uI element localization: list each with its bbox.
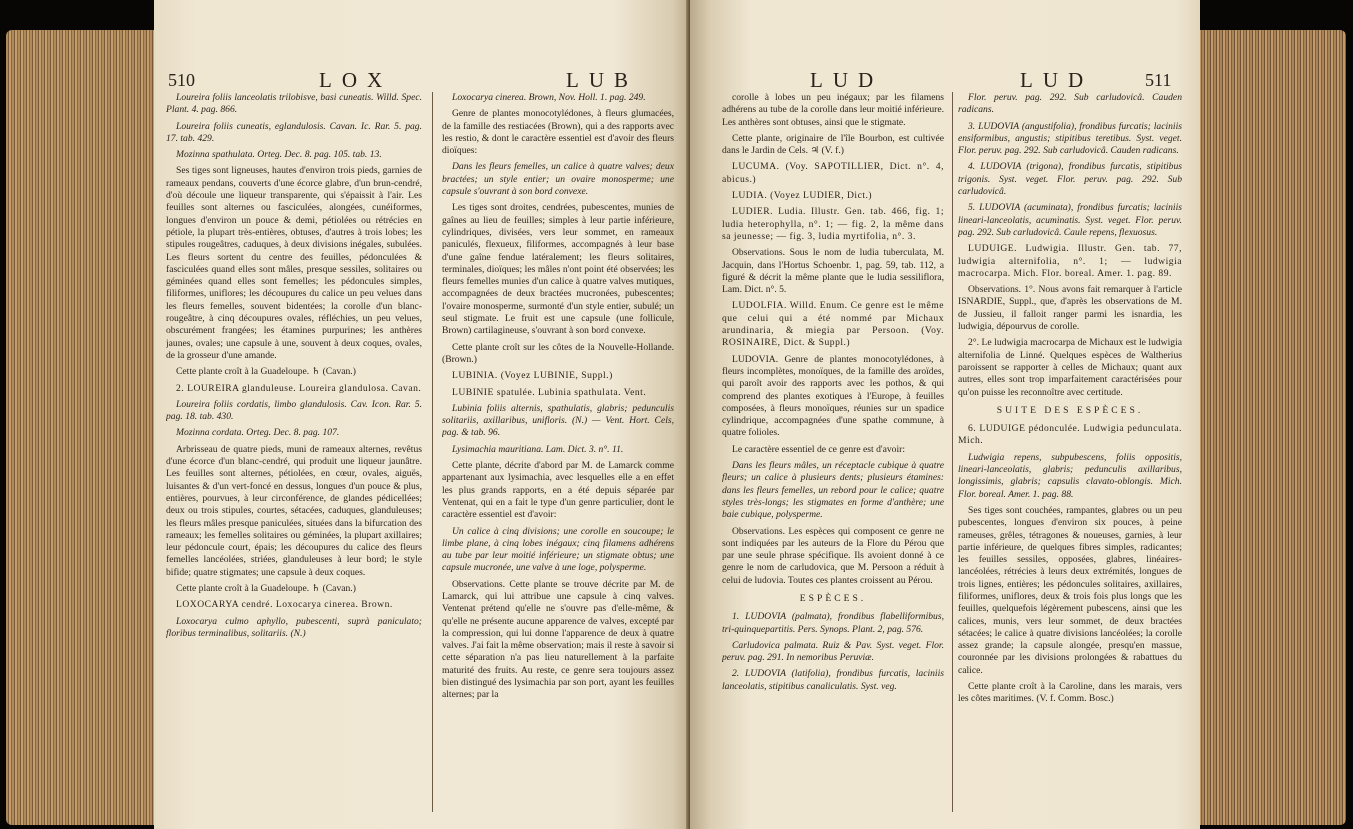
paragraph: Les tiges sont droites, cendrées, pubescentes, munies de gaînes au lieu de feuilles; simples à leur partie inférieure, cylindriques, divisées, vers leur sommet, en rameaux paniculés, flexueux, filiformes, accompagnés à leur base d'une gaîne fendue latéralement; les fleurs solitaires, terminales, dioïques; les mâles n'ont point été observées; les fleurs femelles munies d'un calice à quatre valves mutiques, accompagnées de deux bractées mucronées, pubescentes; l'ovaire monosperme, surmonté d'un style entier, subulé; un seul stigmate. Le fruit est une capsule (une follicule, Brown) cartilagineuse, s'ouvrant à son bord convexe. bbox=[442, 202, 674, 337]
paragraph: Loureira foliis cuneatis, eglandulosis. Cavan. Ic. Rar. 5. pag. 17. tab. 429. bbox=[166, 120, 422, 144]
paragraph: 3. LUDOVIA (angustifolia), frondibus furcatis; laciniis ensiformibus, angustis; stipitibus teretibus. Syst. veget. Flor. peruv. pag. 292. Sub carludovicâ. Cauden radicans. bbox=[958, 120, 1182, 157]
paragraph: Observations. Sous le nom de ludia tuberculata, M. Jacquin, dans l'Hortus Schoenbr. 1, pag. 59, tab. 112, a figuré & décrit la même plante que le ludia sessiliflora, Lam. Dict. n°. 5. bbox=[722, 247, 944, 296]
right-column-2 bbox=[958, 92, 1182, 817]
paragraph: LUCUMA. (Voy. SAPOTILLIER, Dict. n°. 4, abicus.) bbox=[722, 161, 944, 185]
column-rule bbox=[952, 92, 953, 812]
paragraph: Loxocarya cinerea. Brown, Nov. Holl. 1. pag. 249. bbox=[452, 92, 646, 103]
section-heading: ESPÈCES. bbox=[799, 592, 867, 604]
paragraph: Cette plante croît à la Guadeloupe. ♄ (Cavan.) bbox=[176, 582, 356, 594]
paragraph: Ses tiges sont ligneuses, hautes d'environ trois pieds, garnies de rameaux pendans, couverts d'une écorce glabre, d'un brun-cendré, d'où découle une liqueur transparente, qui s'épaissit à l'air. Les feuilles sont alternes ou fasciculées, alongées, cunéiformes, longues d'environ un pouce & demi, pétiolées ou rétrécies en pétiole, la plupart très-entières, obtuses, d'autres à trois lobes; les stipules rougeâtres, caduques, à deux divisions inégales, subulées. Les fleurs sortent du centre des feuilles, pédonculées & fasciculées quand elles sont mâles, presque sessiles, solitaires ou géminées quand elles sont femelles; les pédoncules simples, filiformes, uniflores; les découpures du calice un peu velues dans les fleurs femelles, souvent bidentées; la corolle d'un blanc-rougeâtre, à cinq découpures ovales, réfléchies, un peu velues, obscurément frangées; les étamines purpurines; les anthères jaunes, ovales; une capsule à une, souvent à deux coques, ovales, de la grosseur d'une amande. bbox=[166, 165, 422, 361]
paragraph: Loureira foliis lanceolatis trilobisve, basi cuneatis. Willd. Spec. Plant. 4. pag. 866. bbox=[166, 92, 422, 116]
right-column-1 bbox=[722, 92, 944, 817]
paragraph: Mozinna cordata. Orteg. Dec. 8. pag. 107. bbox=[176, 427, 340, 439]
right-folio: 511 bbox=[1145, 70, 1172, 90]
column-rule bbox=[432, 92, 433, 812]
right-running-head-2: LUD bbox=[1020, 68, 1094, 92]
paragraph: 2. LOUREIRA glanduleuse. Loureira glandulosa. Cavan. bbox=[176, 382, 422, 394]
left-column-1 bbox=[166, 92, 422, 817]
right-page-edges bbox=[1196, 30, 1346, 825]
paragraph: Carludovica palmata. Ruiz & Pav. Syst. veget. Flor. peruv. pag. 291. In nemoribus Peruviæ. bbox=[722, 639, 944, 664]
paragraph: Lysimachia mauritiana. Lam. Dict. 3. n°. 11. bbox=[452, 443, 624, 455]
left-folio: 510 bbox=[168, 70, 195, 90]
paragraph: Cette plante, originaire de l'île Bourbon, est cultivée dans le Jardin de Cels. ♃ (V. f.) bbox=[722, 132, 944, 157]
right-running-head-1: LUD bbox=[810, 68, 884, 92]
paragraph: Genre de plantes monocotylédones, à fleurs glumacées, de la famille des restiacées (Brown), qui a des rapports avec les restio, & dont le caractère essentiel est d'avoir des fleurs dioïques: bbox=[442, 108, 674, 157]
left-page bbox=[154, 0, 694, 829]
paragraph: Ses tiges sont couchées, rampantes, glabres ou un peu pubescentes, longues d'environ six pouces, à peine rameuses, grêles, tétragones & noueuses, garnies, à leur partie inférieure, de quelques fibres simples, radicantes; les feuilles sessiles, opposées, glabres, linéaires-lancéolées, rétrécies à leurs deux extrémités, longues de trois lignes, entières; les pédoncules solitaires, axillaires, filiformes, uniflores, deux & trois fois plus longs que les feuilles, quelquefois légèrement pubescens, ainsi que les calices, munis, vers leur sommet, de deux bractées sétacées; le calice à quatre divisions lancéolées; la corolle assez grande; la capsule alongée, presqu'en massue, couronnée par les divisions prolongées & rabattues du calice. bbox=[958, 504, 1182, 676]
paragraph: LUBINIE spatulée. Lubinia spathulata. Vent. bbox=[452, 386, 647, 398]
paragraph: 5. LUDOVIA (acuminata), frondibus furcatis; laciniis lineari-lanceolatis, acuminatis. Syst. veget. Flor. peruv. pag. 292. Sub carludovicâ. Caule repens, flexuosus. bbox=[958, 202, 1182, 238]
paragraph: Flor. peruv. pag. 292. Sub carludovicâ. Cauden radicans. bbox=[958, 92, 1182, 116]
paragraph: 1. LUDOVIA (palmata), frondibus flabelliformibus, tri-quinquepartitis. Pers. Synops. Plant. 2, pag. 576. bbox=[722, 611, 944, 635]
paragraph: Cette plante croît à la Caroline, dans les marais, vers les côtes maritimes. (V. f. Comm. Bosc.) bbox=[958, 681, 1182, 705]
paragraph: Observations. Cette plante se trouve décrite par M. de Lamarck, qui lui attribue une capsule à cinq valves. Ventenat prétend qu'elle ne s'ouvre pas d'elle-même, & qu'elle ne présente aucune apparence de valves, excepté par la compression, qui lui donne l'apparence de deux à quatre valves. J'ai fait la même observation; mais il reste à savoir si cette séparation n'a pas lieu naturellement à la parfaite maturité des fruits. Au reste, ce genre sera toujours assez bien distingué des lysimachia par son port, ayant les feuilles alternes; par la bbox=[442, 578, 674, 701]
right-page bbox=[690, 0, 1200, 829]
paragraph: 2°. Le ludwigia macrocarpa de Michaux est le ludwigia alternifolia de Linné. Quelques espèces de Waltherius paroissent se rapporter à celles de Michaux; quant aux autres, elles sont trop imparfaitement caractérisées pour qu'on puisse les reconnoître avec certitude. bbox=[958, 337, 1182, 398]
paragraph: Observations. Les espèces qui composent ce genre ne sont indiquées par les auteurs de la Flore du Pérou que par une seule phrase spécifique. Ils avoient donné à ce genre le nom de carludovica, que M. Persoon a réduit à celui de ludovia. Toutes ces plantes croissent au Pérou. bbox=[722, 525, 944, 586]
section-heading: SUITE DES ESPÈCES. bbox=[996, 404, 1144, 416]
left-column-2 bbox=[442, 92, 674, 817]
paragraph: Cette plante, décrite d'abord par M. de Lamarck comme appartenant aux lysimachia, avec lesquelles elle a en effet les plus grands rapports, en a été depuis séparée par Ventenat, qui en a fait le type d'un genre particulier, dont le caractère essentiel est d'avoir: bbox=[442, 460, 674, 521]
paragraph: 4. LUDOVIA (trigona), frondibus furcatis, stipitibus trigonis. Syst. veget. Flor. peruv. pag. 292. Sub carludovicâ. bbox=[958, 161, 1182, 198]
paragraph: Arbrisseau de quatre pieds, muni de rameaux alternes, revêtus d'une écorce d'un blanc-cendré, qui produit une liqueur jaunâtre. Les feuilles sont alternes, pétiolées, en cœur, ovales, aiguës, luisantes & d'un vert-foncé en dessus, longues d'un pouce & plus, entières, pourvues, à leur circonférence, de glandes pédicellées; deux ou trois stipules, courtes, sétacées, caduques, glanduleuses; les fleurs mâles presque paniculées, situées dans la bifurcation des rameaux; les femelles solitaires ou géminées, la plupart axillaires; leur pédoncule court, épais; les découpures du calice des fleurs femelles lancéolées, striées, glanduleuses à leur bord; le style bifide; quatre stigmates; une capsule à deux coques. bbox=[166, 443, 422, 578]
paragraph: LUBINIA. (Voyez LUBINIE, Suppl.) bbox=[452, 370, 613, 382]
left-page-edges bbox=[6, 30, 156, 825]
paragraph: Loureira foliis cordatis, limbo glandulosis. Cav. Icon. Rar. 5. pag. 18. tab. 430. bbox=[166, 398, 422, 423]
paragraph: 2. LUDOVIA (latifolia), frondibus furcatis, laciniis lanceolatis, stipitibus canaliculatis. Syst. veg. bbox=[722, 668, 944, 692]
paragraph: Dans les fleurs femelles, un calice à quatre valves; deux bractées; un style entier; un ovaire monosperme; une capsule s'ouvrant à son bord convexe. bbox=[442, 161, 674, 198]
paragraph: LOXOCARYA cendré. Loxocarya cinerea. Brown. bbox=[176, 599, 393, 611]
left-running-head-2: LUB bbox=[566, 68, 638, 92]
paragraph: LUDIA. (Voyez LUDIER, Dict.) bbox=[732, 190, 873, 202]
paragraph: Cette plante croît sur les côtes de la Nouvelle-Hollande. (Brown.) bbox=[442, 341, 674, 365]
paragraph: Le caractère essentiel de ce genre est d'avoir: bbox=[732, 443, 905, 455]
left-running-head-1: LOX bbox=[319, 68, 393, 92]
paragraph: Mozinna spathulata. Orteg. Dec. 8. pag. 105. tab. 13. bbox=[176, 149, 382, 161]
paragraph: Loxocarya culmo aphyllo, pubescenti, suprà paniculato; floribus terminalibus, solitariis. (N.) bbox=[166, 615, 422, 639]
paragraph: Lubinia foliis alternis, spathulatis, glabris; pedunculis solitariis, axillaribus, unifloris. (N.) — Vent. Hort. Cels, pag. & tab. 96. bbox=[442, 402, 674, 439]
paragraph: Dans les fleurs mâles, un réceptacle cubique à quatre fleurs; un calice à plusieurs dents; plusieurs étamines: dans les fleurs femelles, un rebord pour le calice; quatre styles très-longs; les stigmates en forme d'anthère; une baie cubique, polysperme. bbox=[722, 460, 944, 521]
paragraph: LUDUIGE. Ludwigia. Illustr. Gen. tab. 77, ludwigia alternifolia, n°. 1; — ludwigia macrocarpa. Mich. Flor. boreal. Amer. 1. pag. 89. bbox=[958, 243, 1182, 279]
paragraph: Cette plante croît à la Guadeloupe. ♄ (Cavan.) bbox=[176, 366, 356, 378]
paragraph: Ludwigia repens, subpubescens, foliis oppositis, lineari-lanceolatis, glabris; pedunculis axillaribus, longissimis, glabris; capsulis clavato-oblongis. Mich. Flor. boreal. Amer. 1. pag. 88. bbox=[958, 451, 1182, 500]
paragraph: corolle à lobes un peu inégaux; par les filamens adhérens au tube de la corolle dans leur moitié inférieure. Les anthères sont obtuses, ainsi que le stigmate. bbox=[722, 92, 944, 128]
paragraph: Un calice à cinq divisions; une corolle en soucoupe; le limbe plane, à cinq lobes inégaux; cinq filamens adhérens au tube par leur moitié inférieure; un stigmate obtus; une capsule mucronée, une valve à une loge, polysperme. bbox=[442, 525, 674, 574]
paragraph: LUDOVIA. Genre de plantes monocotylédones, à fleurs incomplètes, monoïques, de la famille des aroïdes, qui paroît avoir des rapports avec les pothos, & qui comprend des plantes exotiques à l'Europe, à feuilles composées, à fleurs monoïques, réunies sur un spadice cylindrique, accompagnées d'une spathe commune, à quatre folioles. bbox=[722, 353, 944, 439]
paragraph: LUDIER. Ludia. Illustr. Gen. tab. 466, fig. 1; ludia heterophylla, n°. 1; — fig. 2, la même dans sa jeunesse; — fig. 3, ludia myrtifolia, n°. 3. bbox=[722, 206, 944, 242]
paragraph: 6. LUDUIGE pédonculée. Ludwigia pedunculata. Mich. bbox=[958, 423, 1182, 447]
paragraph: Observations. 1°. Nous avons fait remarquer à l'article ISNARDIE, Suppl., que, d'après les observations de M. de Jussieu, il falloit ranger parmi les isnardia, les ludwigia, dépourvus de corolle. bbox=[958, 284, 1182, 333]
paragraph: LUDOLFIA. Willd. Enum. Ce genre est le même que celui qui a été nommé par Michaux arundinaria, & miegia par Persoon. (Voy. ROSINAIRE, Dict. & Suppl.) bbox=[722, 300, 944, 349]
